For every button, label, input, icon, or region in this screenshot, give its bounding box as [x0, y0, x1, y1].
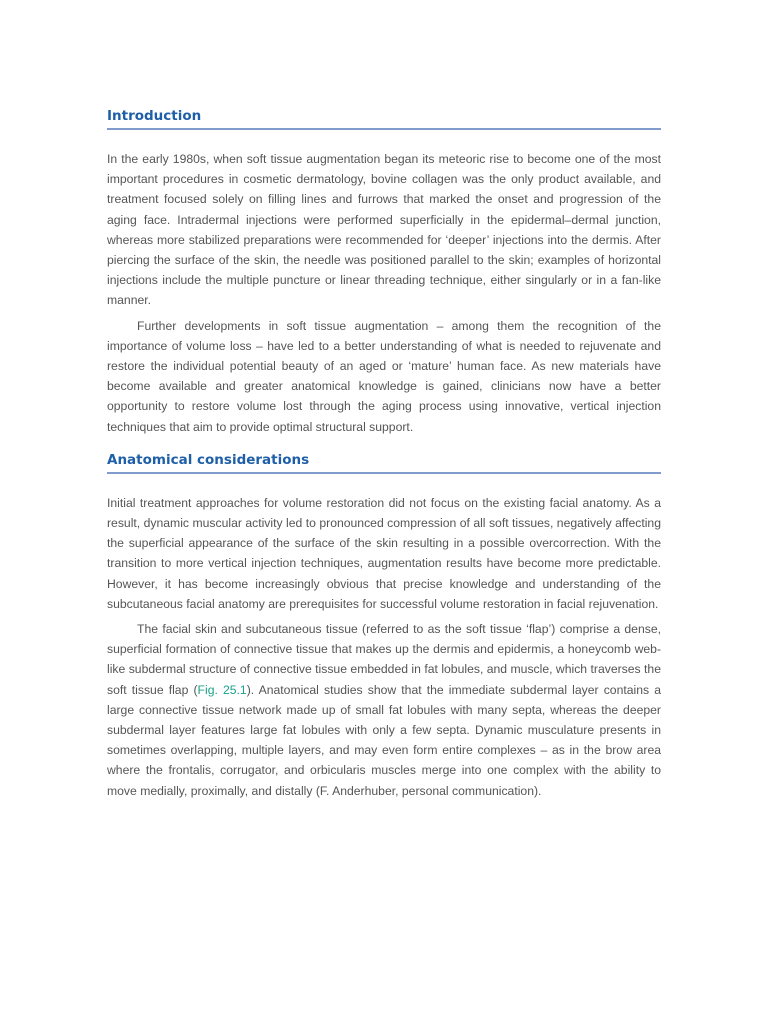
paragraph: Further developments in soft tissue augmentation – among them the recognition of the importance of volume loss – have led to a better understanding of what is needed to rejuvenate and restore the individual potential beauty of an aged or ‘mature’ human face. As new materials have become available and greater anatomical knowledge is gained, clinicians now have a better opportunity to restore volume lost through the aging process using innovative, vertical injection techniques that aim to provide optimal structural support. — [107, 318, 661, 434]
figure-reference-link[interactable]: Fig. 25.1 — [197, 682, 247, 697]
section-heading-anatomical-considerations: Anatomical considerations — [107, 452, 661, 474]
paragraph: Initial treatment approaches for volume restoration did not focus on the existing facial anatomy. As a result, dynamic muscular activity led to pronounced compression of all soft tissues, negatively affecting the superficial appearance of the surface of the skin resulting in a possible overcorrection. With the transition to more vertical injection techniques, augmentation results have become more predictable. However, it has become increasingly obvious that precise knowledge and understanding of the subcutaneous facial anatomy are prerequisites for successful volume restoration in facial rejuvenation. — [107, 495, 661, 611]
paragraph-with-figure-reference — [107, 619, 661, 801]
paragraph: In the early 1980s, when soft tissue augmentation began its meteoric rise to become one of the most important procedures in cosmetic dermatology, bovine collagen was the only product available, and treatment focused solely on filling lines and furrows that marked the onset and progression of the aging face. Intradermal injections were performed superficially in the epidermal–dermal junction, whereas more stabilized preparations were recommended for ‘deeper’ injections into the dermis. After piercing the surface of the skin, the needle was positioned parallel to the skin; examples of horizontal injections include the multiple puncture or linear threading technique, either singularly or in a fan-like manner. — [107, 152, 661, 308]
paragraph-text: ). Anatomical studies show that the immediate subdermal layer contains a large connective tissue network made up of small fat lobules with many septa, whereas the deeper subdermal layer features large fat lobules with only a few septa. Dynamic musculature presents in sometimes overlapping, multiple layers, and may even form entire complexes – as in the brow area where the frontalis, corrugator, and orbicularis muscles merge into one complex with the ability to move medially, proximally, and distally (F. Anderhuber, personal communication). — [107, 682, 661, 798]
document-page — [107, 108, 661, 801]
section-heading-introduction: Introduction — [107, 108, 661, 130]
paragraph-text: The facial skin and subcutaneous tissue (referred to as the soft tissue ‘flap’) comprise a dense, superficial formation of connective tissue that makes up the dermis and epidermis, a honeycomb web-like subdermal structure of connective tissue embedded in fat lobules, and muscle, which traverses the soft tissue flap ( — [107, 622, 661, 697]
section-introduction — [107, 108, 661, 437]
section-anatomical-considerations — [107, 452, 661, 801]
